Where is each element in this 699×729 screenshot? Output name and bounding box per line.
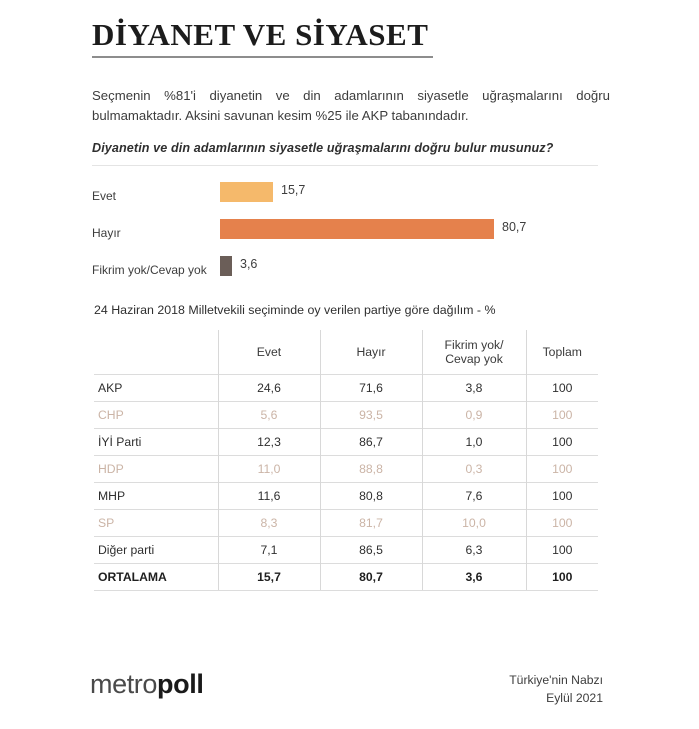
cell-evet: 5,6 — [218, 402, 320, 429]
bar-row — [92, 254, 602, 291]
title-block — [92, 18, 612, 58]
header-fikrim-yok — [422, 330, 526, 375]
bar-value-label: 80,7 — [502, 220, 527, 234]
cell-evet: 12,3 — [218, 429, 320, 456]
bar-value-label: 3,6 — [240, 257, 258, 271]
cell-toplam: 100 — [526, 483, 598, 510]
cell-party: HDP — [94, 456, 218, 483]
lead-paragraph: Seçmenin %81'i diyanetin ve din adamlarının siyasetle uğraşmalarını doğru bulmamaktadır. Aksini savunan kesim %25 ile AKP tabanındadır. — [92, 88, 610, 123]
table-header — [94, 330, 598, 375]
bar-track — [220, 219, 600, 239]
cell-evet: 15,7 — [218, 564, 320, 591]
header-fikrim-line1: Fikrim yok/ — [444, 338, 504, 352]
header-fikrim-line2: Cevap yok — [445, 352, 503, 366]
header-hayir: Hayır — [320, 330, 422, 375]
cell-fikrim-yok: 0,3 — [422, 456, 526, 483]
cell-fikrim-yok: 6,3 — [422, 537, 526, 564]
cell-hayir: 81,7 — [320, 510, 422, 537]
bar-fill — [220, 182, 273, 202]
cell-fikrim-yok: 3,8 — [422, 375, 526, 402]
table-row — [94, 375, 598, 402]
logo-text-bold: poll — [157, 669, 204, 699]
cell-hayir: 80,8 — [320, 483, 422, 510]
cell-fikrim-yok: 7,6 — [422, 483, 526, 510]
cell-party: AKP — [94, 375, 218, 402]
header-party — [94, 330, 218, 375]
title-underline — [92, 56, 433, 58]
page-title: DİYANET VE SİYASET — [92, 17, 429, 52]
cell-party: MHP — [94, 483, 218, 510]
bar-category-label: Evet — [92, 189, 117, 203]
table-row — [94, 510, 598, 537]
footer-tagline: Türkiye'nin Nabzı — [509, 673, 603, 687]
table-caption: 24 Haziran 2018 Milletvekili seçiminde oy verilen partiye göre dağılım - % — [94, 303, 496, 317]
bar-value-label: 15,7 — [281, 183, 306, 197]
cell-evet: 11,6 — [218, 483, 320, 510]
cell-fikrim-yok: 10,0 — [422, 510, 526, 537]
cell-toplam: 100 — [526, 564, 598, 591]
cell-party: CHP — [94, 402, 218, 429]
cell-hayir: 80,7 — [320, 564, 422, 591]
cell-evet: 11,0 — [218, 456, 320, 483]
bar-track — [220, 256, 600, 276]
bar-track — [220, 182, 600, 202]
table-row — [94, 429, 598, 456]
bar-chart — [92, 180, 602, 291]
cell-party: ORTALAMA — [94, 564, 218, 591]
cell-evet: 8,3 — [218, 510, 320, 537]
bar-category-label: Hayır — [92, 226, 121, 240]
footer-meta — [509, 671, 603, 707]
survey-question: Diyanetin ve din adamlarının siyasetle uğraşmalarını doğru bulur musunuz? — [92, 141, 554, 155]
cell-hayir: 88,8 — [320, 456, 422, 483]
cell-toplam: 100 — [526, 402, 598, 429]
metropoll-logo — [90, 668, 203, 700]
table-row — [94, 537, 598, 564]
table-row — [94, 483, 598, 510]
cell-hayir: 86,5 — [320, 537, 422, 564]
header-evet: Evet — [218, 330, 320, 375]
cell-toplam: 100 — [526, 375, 598, 402]
cell-evet: 24,6 — [218, 375, 320, 402]
cell-evet: 7,1 — [218, 537, 320, 564]
header-toplam: Toplam — [526, 330, 598, 375]
cell-toplam: 100 — [526, 456, 598, 483]
question-divider — [92, 165, 598, 166]
bar-fill — [220, 219, 494, 239]
table-row — [94, 456, 598, 483]
footer-date: Eylül 2021 — [546, 691, 603, 705]
cell-fikrim-yok: 0,9 — [422, 402, 526, 429]
breakdown-table — [94, 330, 598, 591]
table-body — [94, 375, 598, 591]
cell-hayir: 86,7 — [320, 429, 422, 456]
cell-hayir: 71,6 — [320, 375, 422, 402]
cell-party: Diğer parti — [94, 537, 218, 564]
bar-fill — [220, 256, 232, 276]
bar-category-label: Fikrim yok/Cevap yok — [92, 263, 207, 277]
table-header-row — [94, 330, 598, 375]
cell-fikrim-yok: 3,6 — [422, 564, 526, 591]
cell-fikrim-yok: 1,0 — [422, 429, 526, 456]
cell-toplam: 100 — [526, 510, 598, 537]
logo-text-light: metro — [90, 669, 158, 699]
cell-hayir: 93,5 — [320, 402, 422, 429]
cell-party: SP — [94, 510, 218, 537]
cell-toplam: 100 — [526, 429, 598, 456]
bar-row — [92, 180, 602, 217]
table-row — [94, 402, 598, 429]
cell-party: İYİ Parti — [94, 429, 218, 456]
breakdown-table-wrapper — [94, 330, 598, 591]
bar-row — [92, 217, 602, 254]
cell-toplam: 100 — [526, 537, 598, 564]
table-row — [94, 564, 598, 591]
